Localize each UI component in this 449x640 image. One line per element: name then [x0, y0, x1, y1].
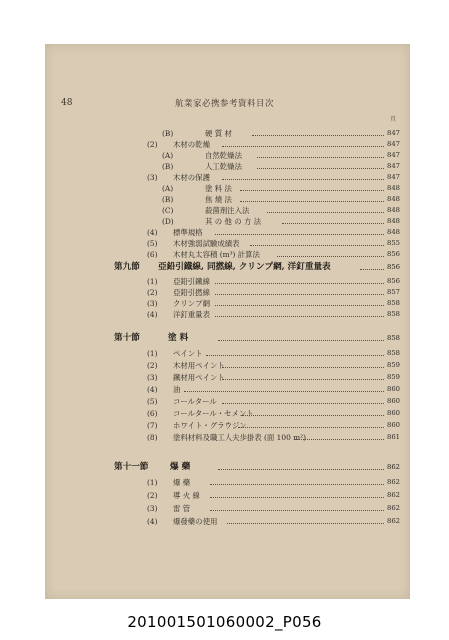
entry-number: (4) [147, 228, 158, 237]
entry-number: (B) [162, 162, 174, 171]
toc-entry-row [0, 150, 449, 161]
entry-title: 木材の保護 [173, 173, 210, 182]
running-header: 航業家必携参考資料目次 [174, 99, 274, 109]
dot-leader [222, 367, 384, 368]
dot-leader [252, 135, 384, 136]
toc-entry-row [0, 183, 449, 194]
entry-number: (7) [147, 421, 158, 430]
toc-entry-row [0, 249, 449, 260]
entry-page-number: 860 [387, 385, 400, 393]
toc-entry-row [0, 139, 449, 150]
entry-page-number: 859 [387, 361, 400, 369]
entry-number: (C) [162, 206, 174, 215]
toc-entry-row [0, 298, 449, 309]
toc-entry-row [0, 503, 449, 514]
entry-title: 亞鉛引鐵線 [173, 277, 210, 286]
entry-title: コールタール [173, 397, 217, 406]
dot-leader [215, 294, 384, 295]
dot-leader [215, 234, 384, 235]
entry-title: 自然乾燥法 [205, 151, 242, 160]
toc-entry-row [0, 309, 449, 320]
toc-entry-row [0, 408, 449, 419]
entry-number: (D) [162, 217, 174, 226]
dot-leader [240, 201, 384, 202]
dot-leader [184, 391, 384, 392]
dot-leader [215, 283, 384, 284]
dot-leader [215, 305, 384, 306]
entry-page-number: 857 [387, 288, 400, 296]
toc-entry-row [0, 287, 449, 298]
dot-leader [215, 316, 384, 317]
dot-leader [227, 523, 384, 524]
entry-title: 人工乾燥法 [205, 162, 242, 171]
entry-number: (1) [147, 478, 158, 487]
toc-section-row [0, 262, 449, 273]
dot-leader [277, 256, 384, 257]
entry-page-number: 862 [387, 463, 400, 471]
entry-page-number: 862 [387, 491, 400, 499]
toc-entry-row [0, 348, 449, 359]
entry-title: 亞鉛引鐵線, 同撚線, クリンプ網, 洋釘重量表 [158, 262, 331, 272]
toc-entry-row [0, 128, 449, 139]
dot-leader [218, 469, 384, 470]
entry-number: (A) [162, 184, 174, 193]
dot-leader [242, 415, 384, 416]
toc-entry-row [0, 216, 449, 227]
dot-leader [222, 179, 384, 180]
entry-page-number: 858 [387, 299, 400, 307]
entry-title: 木材丸太容積 (m³) 計算法 [173, 250, 260, 259]
entry-title: 木材強弱試驗成績表 [173, 239, 240, 248]
toc-section-row [0, 462, 449, 473]
dot-leader [218, 340, 384, 341]
entry-title: クリンプ網 [173, 299, 210, 308]
entry-page-number: 847 [387, 129, 400, 137]
entry-number: 第十節 [114, 333, 140, 343]
image-caption: 201001501060002_P056 [127, 613, 322, 631]
toc-entry-row [0, 238, 449, 249]
entry-number: (6) [147, 409, 158, 418]
entry-title: 雷 管 [173, 504, 191, 513]
entry-page-number: 855 [387, 239, 400, 247]
entry-title: 爆 藥 [170, 462, 191, 472]
page-column-mark: 頁 [390, 116, 397, 123]
dot-leader [210, 510, 384, 511]
entry-number: (2) [147, 491, 158, 500]
entry-page-number: 860 [387, 397, 400, 405]
dot-leader [282, 223, 384, 224]
entry-title: 爆發藥の使用 [173, 517, 218, 526]
entry-page-number: 847 [387, 162, 400, 170]
toc-entry-row [0, 384, 449, 395]
entry-page-number: 848 [387, 184, 400, 192]
entry-number: (B) [162, 195, 174, 204]
entry-title: 標準規格 [173, 228, 203, 237]
dot-leader [238, 427, 384, 428]
entry-title: 木材用ペイント [173, 361, 225, 370]
toc-entry-row [0, 194, 449, 205]
entry-number: (6) [147, 250, 158, 259]
toc-entry-row [0, 432, 449, 443]
entry-page-number: 859 [387, 373, 400, 381]
entry-number: (3) [147, 299, 158, 308]
entry-title: 木材の乾燥 [173, 140, 210, 149]
entry-page-number: 858 [387, 349, 400, 357]
dot-leader [210, 497, 384, 498]
entry-page-number: 862 [387, 504, 400, 512]
toc-entry-row [0, 477, 449, 488]
dot-leader [257, 157, 384, 158]
entry-number: 第九節 [114, 262, 140, 272]
entry-title: ホワイト・グラウジン [173, 421, 247, 430]
dot-leader [240, 190, 384, 191]
toc-entry-row [0, 172, 449, 183]
toc-entry-row [0, 227, 449, 238]
entry-page-number: 860 [387, 421, 400, 429]
entry-page-number: 848 [387, 217, 400, 225]
entry-page-number: 860 [387, 409, 400, 417]
dot-leader [257, 168, 384, 169]
toc-section-row [0, 333, 449, 344]
toc-entry-row [0, 372, 449, 383]
dot-leader [206, 355, 384, 356]
entry-title: 焦 燒 法 [205, 195, 232, 204]
entry-page-number: 861 [387, 433, 400, 441]
entry-title: 亞鉛引撚線 [173, 288, 210, 297]
page-number: 48 [61, 98, 73, 108]
entry-number: (4) [147, 517, 158, 526]
entry-title: 油 [173, 385, 181, 394]
entry-title: ペイント [173, 349, 203, 358]
entry-page-number: 856 [387, 250, 400, 258]
entry-number: (8) [147, 433, 158, 442]
entry-number: (4) [147, 310, 158, 319]
dot-leader [222, 379, 384, 380]
dot-leader [360, 269, 384, 270]
entry-title: 塗 料 [168, 333, 189, 343]
toc-entry-row [0, 420, 449, 431]
entry-page-number: 848 [387, 195, 400, 203]
toc-entry-row [0, 360, 449, 371]
dot-leader [210, 484, 384, 485]
entry-number: (2) [147, 140, 158, 149]
entry-number: (A) [162, 151, 174, 160]
entry-number: (4) [147, 385, 158, 394]
entry-number: (3) [147, 504, 158, 513]
entry-title: 洋釘重量表 [173, 310, 210, 319]
dot-leader [267, 212, 384, 213]
entry-number: (3) [147, 373, 158, 382]
entry-page-number: 848 [387, 206, 400, 214]
entry-page-number: 856 [387, 263, 400, 271]
entry-title: 鐵材用ペイント [173, 373, 225, 382]
toc-entry-row [0, 516, 449, 527]
dot-leader [294, 439, 384, 440]
dot-leader [222, 146, 384, 147]
entry-page-number: 847 [387, 173, 400, 181]
dot-leader [250, 245, 384, 246]
entry-title: コールタール・セメント [173, 409, 254, 418]
toc-entry-row [0, 276, 449, 287]
entry-page-number: 862 [387, 517, 400, 525]
entry-title: 硬 質 材 [205, 129, 232, 138]
entry-title: 其 の 他 の 方 法 [205, 217, 262, 226]
entry-number: (B) [162, 129, 174, 138]
toc-entry-row [0, 490, 449, 501]
entry-number: (1) [147, 277, 158, 286]
toc-entry-row [0, 161, 449, 172]
dot-leader [222, 403, 384, 404]
entry-page-number: 858 [387, 310, 400, 318]
entry-number: (2) [147, 361, 158, 370]
entry-number: (5) [147, 397, 158, 406]
entry-page-number: 862 [387, 478, 400, 486]
entry-number: (1) [147, 349, 158, 358]
entry-number: (3) [147, 173, 158, 182]
entry-number: 第十一節 [114, 462, 149, 472]
toc-entry-row [0, 396, 449, 407]
entry-page-number: 847 [387, 151, 400, 159]
entry-page-number: 858 [387, 334, 400, 342]
entry-page-number: 847 [387, 140, 400, 148]
toc-entry-row [0, 205, 449, 216]
entry-title: 塗料材料及職工人夫歩掛表 (面 100 m²) [173, 433, 306, 442]
entry-page-number: 856 [387, 277, 400, 285]
entry-number: (2) [147, 288, 158, 297]
entry-title: 導 火 線 [173, 491, 200, 500]
entry-page-number: 848 [387, 228, 400, 236]
entry-title: 殺菌剤注入法 [205, 206, 250, 215]
entry-title: 爆 藥 [173, 478, 191, 487]
entry-number: (5) [147, 239, 158, 248]
entry-title: 塗 料 法 [205, 184, 232, 193]
